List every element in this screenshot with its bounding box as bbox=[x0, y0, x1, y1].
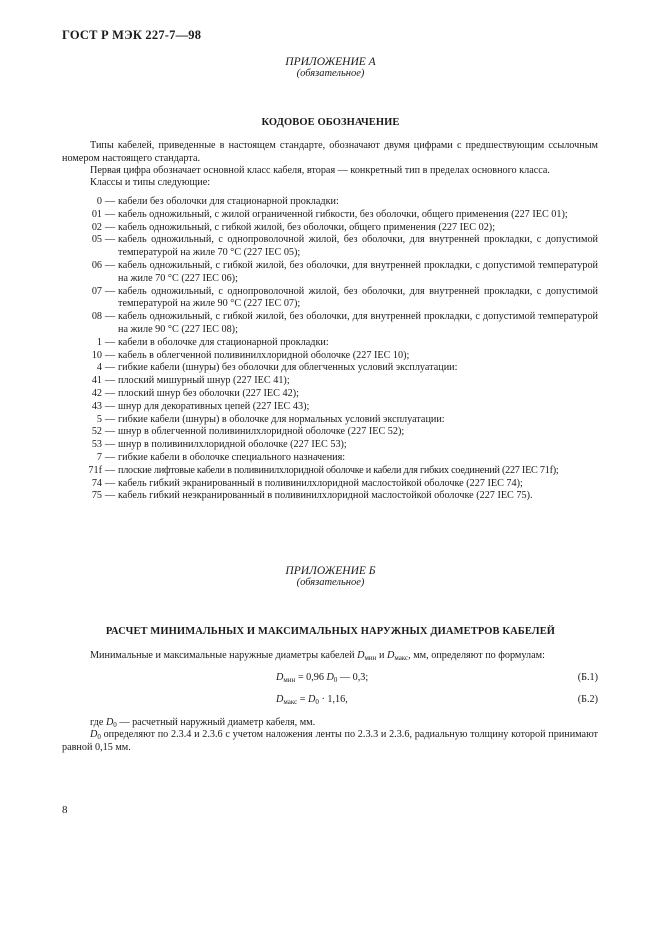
item-text: плоский шнур без оболочки (227 IEC 42); bbox=[118, 387, 299, 399]
item-text: кабель одножильный, с гибкой жилой, без оболочки, для внутренней прокладки, с допустимой температурой на жиле 70 °С (227 IEC 06); bbox=[118, 259, 598, 284]
item-code: 05 bbox=[91, 234, 102, 246]
item-text: кабель одножильный, с гибкой жилой, без оболочки, общего применения (227 IEC 02); bbox=[118, 221, 496, 233]
annex-a-paragraph-1: Типы кабелей, приведенные в настоящем стандарте, обозначают двумя цифрами с предшествующим ссылочным номером настоящего стандарта. bbox=[62, 140, 598, 164]
item-text: кабель гибкий экранированный в поливинилхлоридной маслостойкой оболочке (227 IEC 74); bbox=[118, 477, 523, 489]
item-code: 07 bbox=[91, 285, 102, 297]
item-text: гибкие кабели (шнуры) без оболочки для облегченных условий эксплуатации: bbox=[118, 362, 458, 374]
item-text: гибкие кабели в оболочке специального назначения: bbox=[118, 451, 346, 463]
item-text: шнур в поливинилхлоридной оболочке (227 IEC 53); bbox=[118, 439, 347, 451]
item-code: 02 bbox=[91, 221, 102, 233]
item-code: 42 bbox=[91, 387, 102, 399]
list-item: 05 — кабель одножильный, с однопроволочной жилой, без оболочки, для внутренней прокладки, с допустимой температурой на жиле 70 °С (227 IEC 05); bbox=[62, 234, 598, 260]
list-item: 75 — кабель гибкий неэкранированный в поливинилхлоридной маслостойкой оболочке (227 IEC 75). bbox=[62, 490, 598, 503]
annex-a-title: ПРИЛОЖЕНИЕ А bbox=[285, 56, 376, 68]
item-text: кабель гибкий неэкранированный в поливинилхлоридной маслостойкой оболочке (227 IEC 75). bbox=[118, 490, 533, 502]
list-item: 52 — шнур в облегченной поливинилхлоридной оболочке (227 IEC 52); bbox=[62, 426, 598, 439]
item-code: 52 bbox=[91, 426, 102, 438]
annex-a-paragraph-2: Первая цифра обозначает основной класс кабеля, вторая — конкретный тип в пределах основного класса. bbox=[90, 165, 550, 176]
annex-a-heading: КОДОВОЕ ОБОЗНАЧЕНИЕ bbox=[261, 117, 400, 128]
list-item: 74 — кабель гибкий экранированный в поливинилхлоридной маслостойкой оболочке (227 IEC 74); bbox=[62, 478, 598, 491]
formula-b1 bbox=[62, 672, 598, 686]
list-item: 5 — гибкие кабели (шнуры) в оболочке для нормальных условий эксплуатации: bbox=[62, 414, 598, 427]
item-text: кабель одножильный, с жилой ограниченной гибкости, без оболочки, общего применения (227 IEC 01); bbox=[118, 208, 568, 220]
item-text: гибкие кабели (шнуры) в оболочке для нормальных условий эксплуатации: bbox=[118, 413, 445, 425]
annex-b-paragraph-1: Минимальные и максимальные наружные диаметры кабелей $D_{мин}$ и $D_{макс}$, мм, определяют по формулам: bbox=[90, 650, 545, 662]
item-code: 43 bbox=[91, 400, 102, 412]
item-code: 10 bbox=[91, 349, 102, 361]
item-text: кабель одножильный, с однопроволочной жилой, без оболочки, для внутренней прокладки, с допустимой температурой на жиле 90 °С (227 IEC 07); bbox=[118, 285, 598, 310]
annex-b-heading: РАСЧЕТ МИНИМАЛЬНЫХ И МАКСИМАЛЬНЫХ НАРУЖНЫХ ДИАМЕТРОВ КАБЕЛЕЙ bbox=[105, 626, 556, 637]
page-number: 8 bbox=[62, 804, 68, 816]
formula-b2-expression: $D_{макс} = D_0 \cdot 1,16$, bbox=[276, 694, 348, 706]
item-text: кабели в оболочке для стационарной прокладки: bbox=[118, 336, 329, 348]
annex-a-subtitle: (обязательное) bbox=[296, 68, 365, 79]
annex-b-subtitle: (обязательное) bbox=[296, 577, 365, 588]
item-text: кабель в облегченной поливинилхлоридной оболочке (227 IEC 10); bbox=[118, 349, 410, 361]
formula-b1-expression: $D_{мин} = 0,96$ $D_0$ — 0,3; bbox=[276, 672, 369, 684]
item-code: 0 bbox=[96, 196, 102, 207]
list-item: 4 — гибкие кабели (шнуры) без оболочки для облегченных условий эксплуатации: bbox=[62, 362, 598, 375]
annex-b-title: ПРИЛОЖЕНИЕ Б bbox=[285, 565, 376, 577]
formula-b1-number: (Б.1) bbox=[577, 672, 598, 683]
list-item: 42 — плоский шнур без оболочки (227 IEC 42); bbox=[62, 388, 598, 401]
item-code: 53 bbox=[91, 439, 102, 451]
item-text: кабель одножильный, с гибкой жилой, без оболочки, для внутренней прокладки, с допустимой температурой на жиле 90 °С (227 IEC 08); bbox=[118, 311, 598, 335]
item-code: 5 bbox=[96, 413, 102, 425]
item-text: шнур для декоративных цепей (227 IEC 43); bbox=[118, 400, 310, 412]
item-text: плоский мишурный шнур (227 IEC 41); bbox=[118, 375, 290, 387]
list-item: 01 — кабель одножильный, с жилой ограниченной гибкости, без оболочки, общего применения (227 IEC 01); bbox=[62, 209, 598, 222]
list-item: 53 — шнур в поливинилхлоридной оболочке (227 IEC 53); bbox=[62, 439, 598, 452]
list-item: 1 — кабели в оболочке для стационарной прокладки: bbox=[62, 337, 598, 350]
list-item: 43 — шнур для декоративных цепей (227 IEC 43); bbox=[62, 401, 598, 414]
item-code: 71f bbox=[88, 464, 102, 476]
cable-code-list bbox=[62, 196, 598, 503]
item-code: 41 bbox=[91, 375, 102, 387]
item-code: 75 bbox=[91, 490, 102, 502]
list-item: 7 — гибкие кабели в оболочке специального назначения: bbox=[62, 452, 598, 465]
item-code: 74 bbox=[91, 477, 102, 489]
item-code: 7 bbox=[96, 451, 102, 463]
list-item: 0 — кабели без оболочки для стационарной прокладки: bbox=[62, 196, 598, 209]
list-item: 07 — кабель одножильный, с однопроволочной жилой, без оболочки, для внутренней прокладки, с допустимой температурой на жиле 90 °С (227 IEC 07); bbox=[62, 286, 598, 312]
annex-b-where: где $D_0$ — расчетный наружный диаметр кабеля, мм. bbox=[90, 717, 316, 729]
list-item: 71f — плоские лифтовые кабели в поливинилхлоридной оболочке и кабели для гибких соединений (227 IEC 71f); bbox=[62, 465, 598, 478]
document-header: ГОСТ Р МЭК 227-7—98 bbox=[62, 28, 202, 42]
item-text: кабели без оболочки для стационарной прокладки: bbox=[118, 196, 339, 207]
formula-b2 bbox=[62, 694, 598, 708]
item-code: 08 bbox=[91, 311, 102, 323]
list-item: 08 — кабель одножильный, с гибкой жилой, без оболочки, для внутренней прокладки, с допустимой температурой на жиле 90 °С (227 IEC 08); bbox=[62, 311, 598, 337]
list-item: 02 — кабель одножильный, с гибкой жилой, без оболочки, общего применения (227 IEC 02); bbox=[62, 222, 598, 235]
item-code: 4 bbox=[96, 362, 102, 374]
list-item: 41 — плоский мишурный шнур (227 IEC 41); bbox=[62, 375, 598, 388]
item-code: 01 bbox=[91, 208, 102, 220]
item-text: плоские лифтовые кабели в поливинилхлоридной оболочке и кабели для гибких соединений (227 IEC 71f); bbox=[118, 464, 559, 476]
annex-b-paragraph-3: $D_0$ определяют по 2.3.4 и 2.3.6 с учетом наложения ленты по 2.3.3 и 2.3.6, радиальную толщину которой принимают равной 0,15 мм. bbox=[62, 729, 598, 753]
item-code: 1 bbox=[96, 336, 102, 348]
item-text: кабель одножильный, с однопроволочной жилой, без оболочки, для внутренней прокладки, с допустимой температурой на жиле 70 °С (227 IEC 05); bbox=[118, 234, 598, 259]
list-item: 06 — кабель одножильный, с гибкой жилой, без оболочки, для внутренней прокладки, с допустимой температурой на жиле 70 °С (227 IEC 06); bbox=[62, 260, 598, 286]
item-code: 06 bbox=[91, 259, 102, 271]
annex-a-paragraph-3: Классы и типы следующие: bbox=[90, 177, 211, 188]
formula-b2-number: (Б.2) bbox=[577, 694, 598, 705]
list-item: 10 — кабель в облегченной поливинилхлоридной оболочке (227 IEC 10); bbox=[62, 350, 598, 363]
item-text: шнур в облегченной поливинилхлоридной оболочке (227 IEC 52); bbox=[118, 426, 405, 438]
